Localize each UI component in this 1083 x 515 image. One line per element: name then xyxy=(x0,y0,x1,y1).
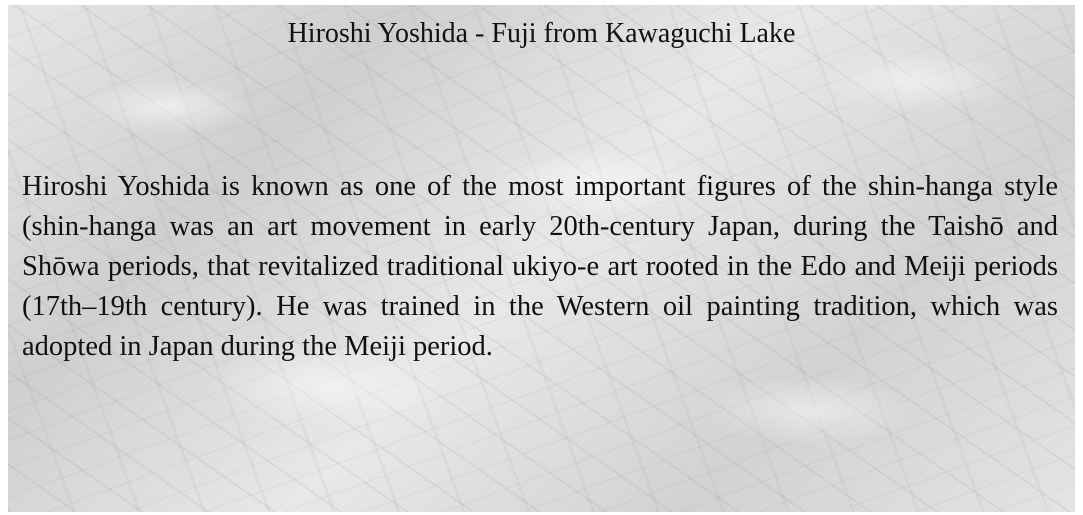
artist-description: Hiroshi Yoshida is known as one of the most important figures of the shin-hanga style (shin-hanga was an art movement in early 20th-century Japan, during the Taishō and Shōwa periods, that revitalized traditional ukiyo-e art rooted in the Edo and Meiji periods (17th–19th century). He was trained in the Western oil painting tradition, which was adopted in Japan during the Meiji period. xyxy=(22,171,1058,362)
marble-background-panel xyxy=(8,5,1075,512)
page-title: Hiroshi Yoshida - Fuji from Kawaguchi Lake xyxy=(287,18,796,49)
